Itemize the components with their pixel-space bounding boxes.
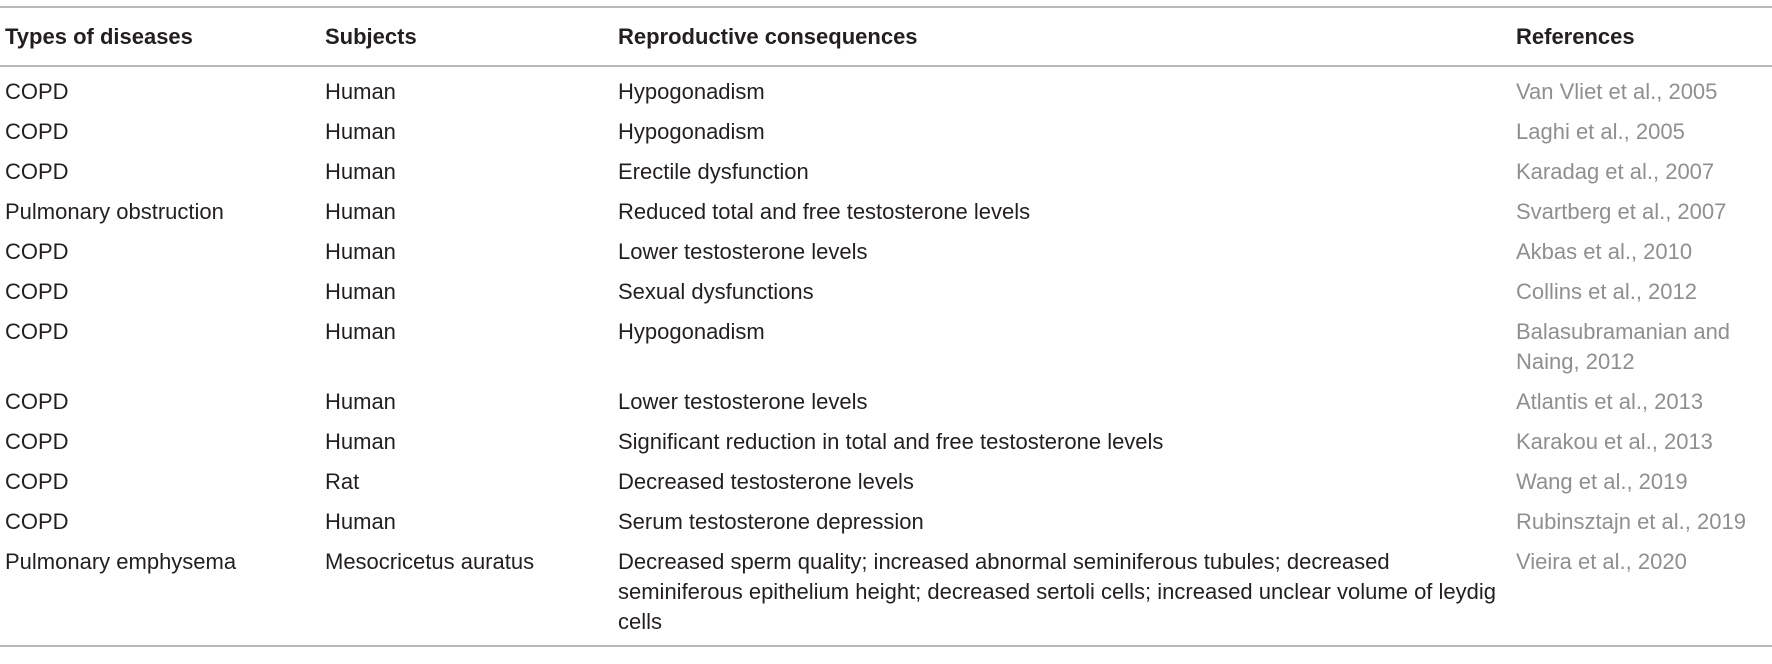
table-row <box>0 66 1772 112</box>
table-row <box>0 542 1772 646</box>
table-row <box>0 462 1772 502</box>
cell-subject: Rat <box>325 469 360 494</box>
cell-disease: COPD <box>5 509 69 534</box>
cell-subject: Human <box>325 119 396 144</box>
cell-consequence: Hypogonadism <box>618 119 765 144</box>
cell-disease: COPD <box>5 389 69 414</box>
table-row <box>0 502 1772 542</box>
cell-disease: Pulmonary emphysema <box>5 549 237 574</box>
cell-reference: Karakou et al., 2013 <box>1516 429 1713 454</box>
table-row <box>0 382 1772 422</box>
cell-disease: COPD <box>5 79 69 104</box>
cell-subject: Human <box>325 199 396 224</box>
data-table-container <box>0 6 1772 647</box>
cell-consequence: Serum testosterone depression <box>618 509 924 534</box>
cell-subject: Human <box>325 429 396 454</box>
cell-disease: COPD <box>5 119 69 144</box>
header-reproductive-consequences: Reproductive consequences <box>618 24 918 49</box>
cell-subject: Human <box>325 79 396 104</box>
table-row <box>0 272 1772 312</box>
cell-reference: Collins et al., 2012 <box>1516 279 1697 304</box>
cell-consequence: Hypogonadism <box>618 319 765 344</box>
cell-reference: Van Vliet et al., 2005 <box>1516 79 1718 104</box>
cell-consequence: Decreased testosterone levels <box>618 469 914 494</box>
cell-reference: Rubinsztajn et al., 2019 <box>1516 509 1746 534</box>
table-row <box>0 422 1772 462</box>
cell-reference: Akbas et al., 2010 <box>1516 239 1693 264</box>
cell-subject: Human <box>325 319 396 344</box>
reproductive-consequences-table <box>0 6 1772 647</box>
header-row <box>0 7 1772 66</box>
cell-consequence: Hypogonadism <box>618 79 765 104</box>
cell-subject: Human <box>325 159 396 184</box>
table-row <box>0 312 1772 382</box>
cell-disease: Pulmonary obstruction <box>5 199 224 224</box>
cell-reference: Wang et al., 2019 <box>1516 469 1688 494</box>
table-header <box>0 7 1772 66</box>
cell-disease: COPD <box>5 279 69 304</box>
cell-consequence: Decreased sperm quality; increased abnormal seminiferous tubules; decreased seminiferous epithelium height; decreased sertoli cells; increased unclear volume of leydig cells <box>618 549 1497 634</box>
cell-consequence: Sexual dysfunctions <box>618 279 814 304</box>
cell-subject: Human <box>325 389 396 414</box>
cell-disease: COPD <box>5 429 69 454</box>
cell-reference: Laghi et al., 2005 <box>1516 119 1685 144</box>
cell-disease: COPD <box>5 469 69 494</box>
table-row <box>0 152 1772 192</box>
header-references: References <box>1516 24 1635 49</box>
cell-reference: Vieira et al., 2020 <box>1516 549 1687 574</box>
table-row <box>0 232 1772 272</box>
table-row <box>0 112 1772 152</box>
cell-disease: COPD <box>5 159 69 184</box>
cell-consequence: Significant reduction in total and free testosterone levels <box>618 429 1164 454</box>
header-types-of-diseases: Types of diseases <box>5 24 193 49</box>
cell-consequence: Reduced total and free testosterone levels <box>618 199 1031 224</box>
cell-disease: COPD <box>5 239 69 264</box>
header-subjects: Subjects <box>325 24 417 49</box>
cell-consequence: Erectile dysfunction <box>618 159 809 184</box>
cell-reference: Svartberg et al., 2007 <box>1516 199 1727 224</box>
cell-reference: Karadag et al., 2007 <box>1516 159 1715 184</box>
table-body <box>0 66 1772 646</box>
cell-subject: Human <box>325 509 396 534</box>
cell-consequence: Lower testosterone levels <box>618 389 868 414</box>
cell-consequence: Lower testosterone levels <box>618 239 868 264</box>
table-row <box>0 192 1772 232</box>
cell-subject: Mesocricetus auratus <box>325 549 535 574</box>
cell-reference: Balasubramanian and Naing, 2012 <box>1516 319 1731 374</box>
cell-subject: Human <box>325 239 396 264</box>
cell-disease: COPD <box>5 319 69 344</box>
cell-reference: Atlantis et al., 2013 <box>1516 389 1704 414</box>
cell-subject: Human <box>325 279 396 304</box>
